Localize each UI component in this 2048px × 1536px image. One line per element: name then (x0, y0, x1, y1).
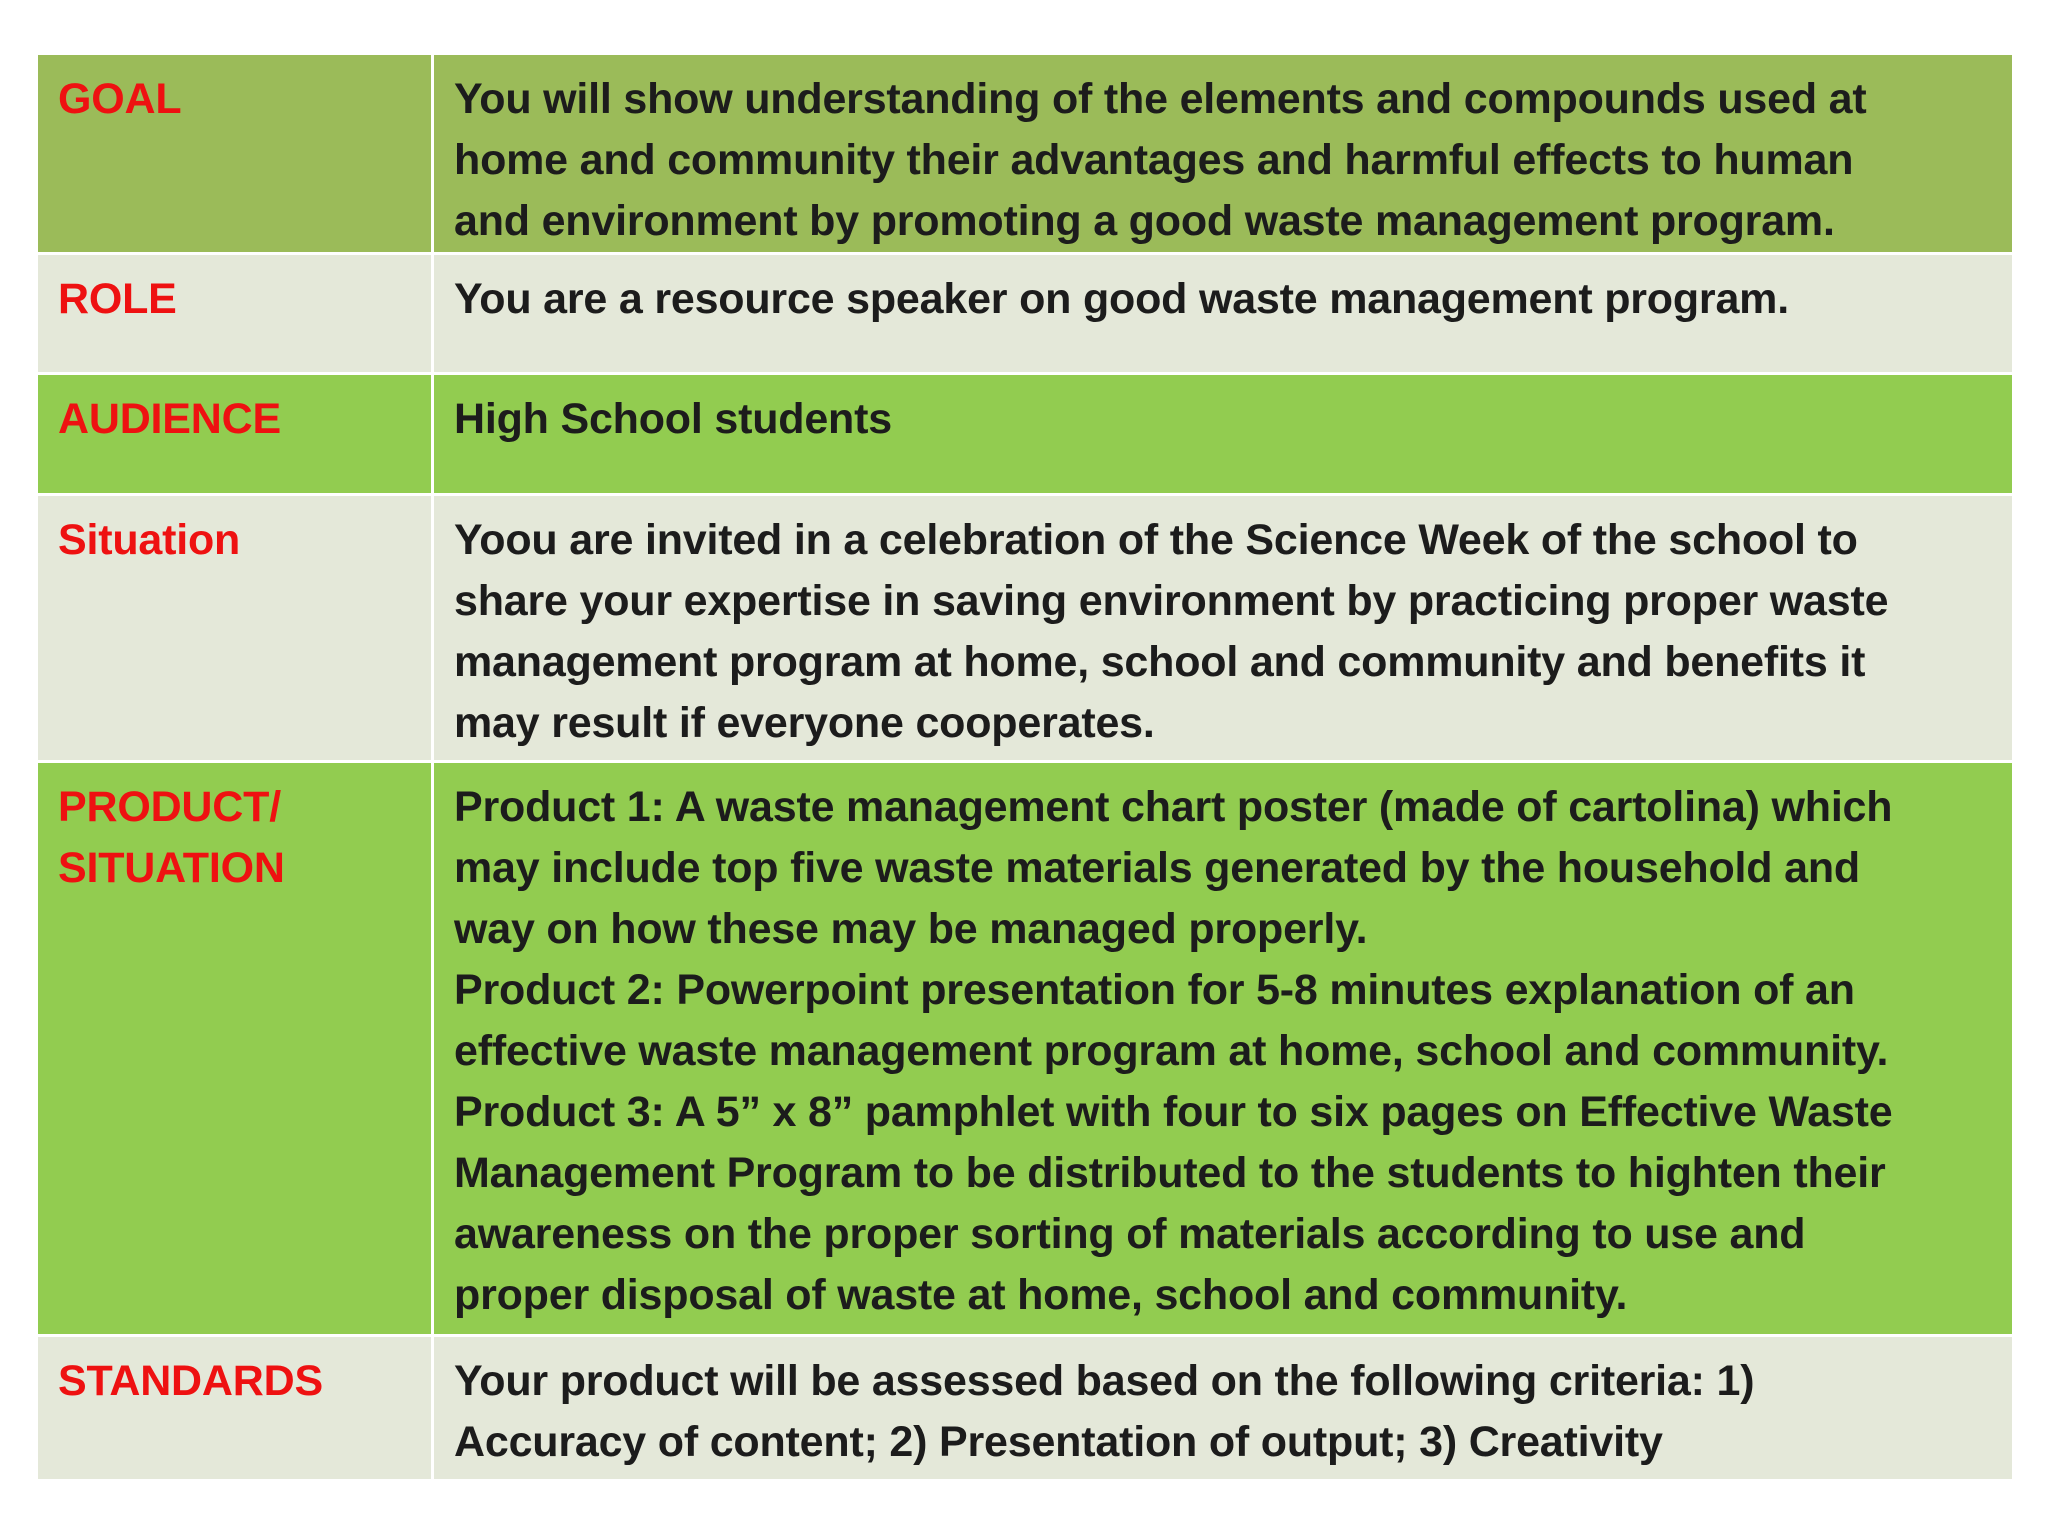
row-description-text: You are a resource speaker on good waste management program. (454, 275, 1789, 323)
row-description-role (433, 254, 2014, 374)
table-row-situation (37, 495, 2014, 762)
row-description-situation (433, 495, 2014, 762)
row-label-audience (37, 374, 433, 495)
row-description-product (433, 762, 2014, 1336)
row-label-goal (37, 54, 433, 254)
row-description-text: You will show understanding of the elements and compounds used at home and community their advantages and harmful effects to human and environment by promoting a good waste management program. (454, 75, 1867, 245)
row-description-audience (433, 374, 2014, 495)
row-label-product (37, 762, 433, 1336)
table-row-role (37, 254, 2014, 374)
row-label-standards (37, 1336, 433, 1481)
row-label-text: GOAL (58, 75, 182, 123)
row-label-role (37, 254, 433, 374)
row-label-text: Situation (58, 516, 241, 564)
row-description-text: Your product will be assessed based on the following criteria: 1) Accuracy of content; 2) Presentation of output; 3) Creativity (454, 1357, 1755, 1466)
grasps-table (35, 52, 2015, 1482)
row-label-text: PRODUCT/ SITUATION (58, 783, 285, 892)
table-row-standards (37, 1336, 2014, 1481)
row-label-text: AUDIENCE (58, 395, 281, 443)
table-row-product (37, 762, 2014, 1336)
row-description-standards (433, 1336, 2014, 1481)
row-description-text: High School students (454, 395, 892, 443)
table-row-audience (37, 374, 2014, 495)
table-row-goal (37, 54, 2014, 254)
row-description-text: Product 1: A waste management chart poster (made of cartolina) which may include top five waste materials generated by the household and way on how these may be managed properly. Product 2: Powerpoint presentation for 5-8 minutes explanation of an effective waste management program at home, school and community. Product 3: A 5” x 8” pamphlet with four to six pages on Effective Waste Management Program to be distributed to the students to highten their awareness on the proper sorting of materials according to use and proper disposal of waste at home, school and community. (454, 783, 1893, 1319)
row-description-goal (433, 54, 2014, 254)
row-label-text: ROLE (58, 275, 177, 323)
row-label-text: STANDARDS (58, 1357, 323, 1405)
row-description-text: Yoou are invited in a celebration of the Science Week of the school to share your expertise in saving environment by practicing proper waste management program at home, school and community and benefits it may result if everyone cooperates. (454, 516, 1889, 747)
row-label-situation (37, 495, 433, 762)
